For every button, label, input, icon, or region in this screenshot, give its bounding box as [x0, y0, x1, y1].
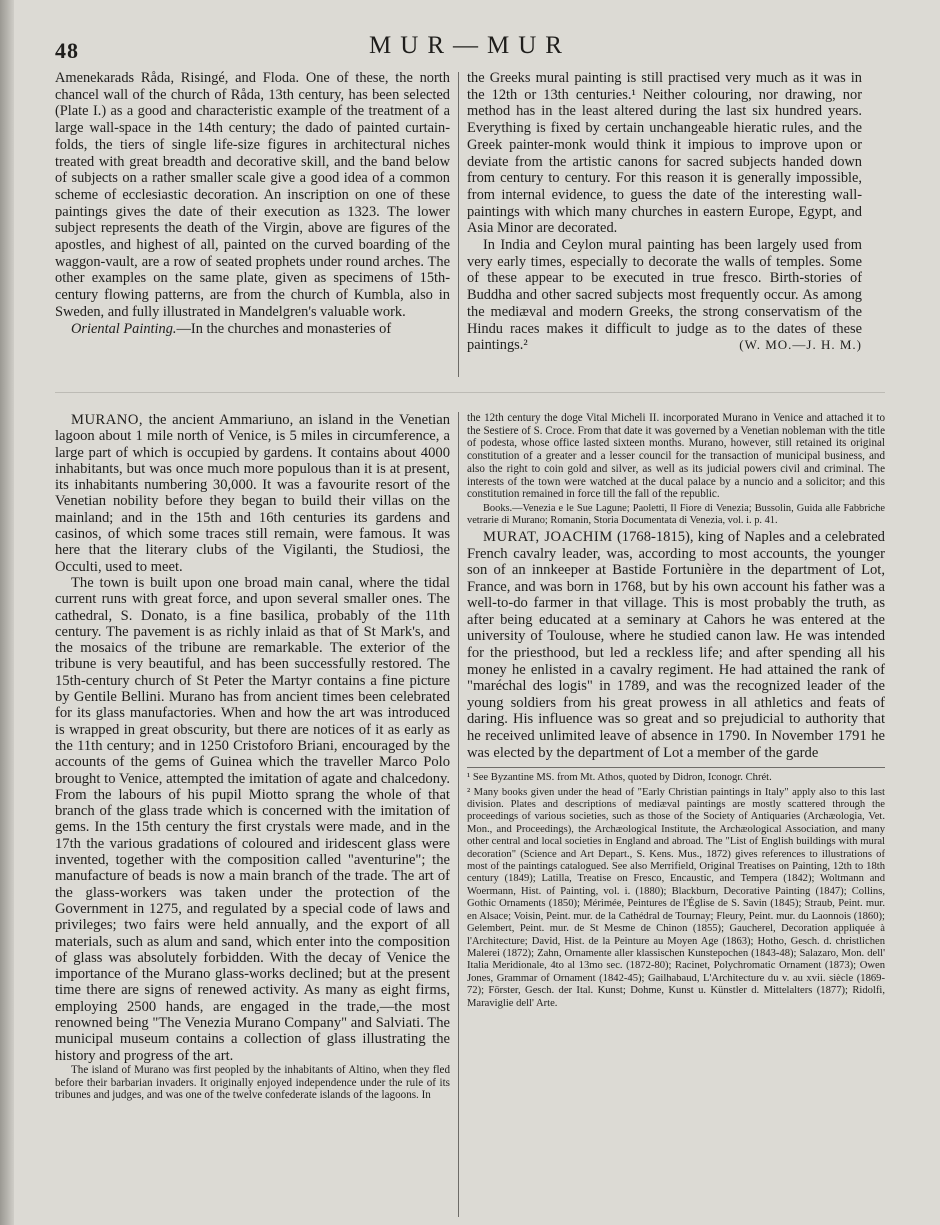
- column-divider-top: [458, 72, 459, 377]
- article-headword-murat: MURAT, JOACHIM: [483, 528, 613, 545]
- bibliography-murano: Books.—Venezia e le Sue Lagune; Paoletti, Il Fiore di Venezia; Bussolin, Guida alle Fabbriche vetrarie di Murano; Romanin, Storia Documentata di Venezia, vol. i. p. 41.: [467, 502, 885, 526]
- paragraph-greek-mural-painting: the Greeks mural painting is still practised very much as it was in the 12th or 13th centuries.¹ Neither colouring, nor drawing, nor method has in the least altered during the last six hundred years. Everything is fixed by certain unchangeable hieratic rules, and the Greek painter-monk would think it impious to improve upon or deviate from the artistic canons for sacred subjects handed down from century to century. For this reason it is generally impossible, from internal evidence, to guess the date of the interesting wall-paintings with which many churches in eastern Europe, Egypt, and Asia Minor are decorated.: [467, 70, 862, 237]
- paragraph-swedish-paintings: Amenekarads Råda, Risingé, and Floda. One of these, the north chancel wall of the church of Råda, 13th century, has been selected (Plate I.) as a good and characteristic example of the treatment of a large wall-space in the 14th century; the dado of painted curtain-folds, the tiers of single life-size figures in architectural niches treated with great breadth and decorative skill, and the band below of subjects on a rather smaller scale give a good idea of a common scheme of ecclesiastic decoration. An inscription on one of these paintings gives the date of their execution as 1323. The lower subject represents the death of the Virgin, above are figures of the apostles, and highest of all, painted on the curved boarding of the waggon-vault, are a row of seated prophets under round arches. The other examples on the same plate, given as specimens of 15th-century flowing patterns, are from the church of Kumbla, also in Sweden, and fully illustrated in Mandelgren's valuable work.: [55, 70, 450, 320]
- paragraph-oriental-painting: [55, 321, 450, 338]
- article-separator: [55, 392, 885, 393]
- paragraph-murano-intro: [55, 412, 450, 575]
- footnote-rule: [467, 767, 885, 768]
- section-heading-oriental-painting: Oriental Painting.: [71, 320, 177, 337]
- author-signature: (W. MO.—J. H. M.): [739, 337, 862, 353]
- column-top-right: [467, 70, 862, 378]
- footnote-2: ² Many books given under the head of "Early Christian paintings in Italy" apply also to this last division. Plates and descriptions of mediæval paintings are mostly scattered through the proceedings of various societies, such as those of the Society of Antiquaries (Archæologia, Vet. Mon., and Proceedings), the Archæological Institute, the Archæological Association, and many other central and local societies in England and abroad. The "List of English buildings with mural decoration" (Science and Art Depart., S. Kens. Mus., 1872) gives references to illustrations of most of the paintings catalogued. See also Merrifield, Original Treatises on Painting, 12th to 18th century (1849); Latilla, Treatise on Fresco, Encaustic, and Tempera (1842); Woltmann and Woermann, Hist. of Painting, vol. i. (1880); Blackburn, Decorative Painting (1847); Collins, Gothic Ornaments (1850); Mérimée, Peintures de l'Église de S. Savin (1845); Straub, Peint. mur. en Alsace; Voisin, Peint. mur. de la Cathédral de Tournay; Fleury, Peint. mur. du Laonnois (1860); Gelembert, Peint. mur. de St Mesme de Chinon (1855); Gaucherel, Decoration appliquée à l'Architecture; David, Hist. de la Peinture au Moyen Age (1863); Hotho, Gesch. d. christlichen Malerei (1872); Zahn, Ornamente aller klassischen Kunstepochen (1843-48); Salazaro, Mon. dell' Italia Meridionale, 4to al 13mo sec. (1872-80); Racinet, Polychromatic Ornament (1873); Owen Jones, Grammar of Ornament (1842-45); Gailhabaud, L'Architecture du v. au xvii. siècle (1869-72); Förster, Gesch. der Ital. Kunst; Dohme, Kunst u. Künstler d. Mittelalters (1877); Ridolfi, Maraviglie dell' Arte.: [467, 786, 885, 1009]
- footnote-1: ¹ See Byzantine MS. from Mt. Athos, quoted by Didron, Iconogr. Chrét.: [467, 772, 772, 784]
- paragraph-india-ceylon: [467, 237, 862, 354]
- paragraph-text: (1768-1815), king of Naples and a celebrated French cavalry leader, was, according to most accounts, the younger son of an innkeeper at Bastide Fortunière in the department of Lot, France, and was born in 1768, but by his own account his father was a well-to-do farmer in that village. This is most probably the truth, as after being educated at a seminary at Cahors he was entered at the university of Toulouse, where he studied canon law. He was intended for the priesthood, but led a reckless life; and after spending all his money he enlisted in a cavalry regiment. He had attained the rank of "maréchal des logis" in 1789, and was the recognized leader of the young soldiers from his great prowess in all athletics and feats of daring. His influence was so great and so prejudicial to authority that he received unlimited leave of absence in 1790. In November 1791 he was elected by the department of Lot a member of the garde: [467, 528, 885, 761]
- page-header: [55, 30, 885, 66]
- paragraph-murano-history-cont: the 12th century the doge Vital Micheli II. incorporated Murano in Venice and attached it to the Sestiere of S. Croce. From that date it was governed by a Venetian nobleman with the title of podesta, whose office lasted sixteen months. Murano, however, still retained its original constitution of a greater and a lesser council for the transaction of municipal business, and also the right to coin gold and silver, as well as its judicial powers civil and criminal. The interests of the town were watched at the ducal palace by a nuncio and a solicitor; and this constitution remained in force till the fall of the republic.: [467, 412, 885, 501]
- paragraph-murano-town: The town is built upon one broad main canal, where the tidal current runs with great force, and upon several smaller ones. The cathedral, S. Donato, is a fine basilica, probably of the 11th century. The pavement is as richly inlaid as that of St Mark's, and the mosaics of the tribune are remarkable. The exterior of the tribune is very beautiful, and has been successfully restored. The 15th-century church of St Peter the Martyr contains a fine picture by Gentile Bellini. Murano has from ancient times been celebrated for its glass manufactories. When and how the art was introduced is wrapped in great obscurity, but there are notices of it as early as the 11th century; and in 1250 Cristoforo Briani, encouraged by the accounts of the gems of Guinea which the traveller Marco Polo brought to Venice, attempted the imitation of agate and chalcedony. From the labours of his pupil Miotto sprang the whole of that branch of the glass trade which is concerned with the imitation of gems. In the 15th century the first crystals were made, and in the 17th the various gradations of coloured and iridescent glass were invented, together with the composition called "aventurine"; the manufacture of beads is now a main branch of the trade. The art of the glass-workers was taken under the protection of the Government in 1275, and regulated by a special code of laws and privileges; two fairs were held annually, and the export of all materials, such as alum and sand, which enter into the composition of glass was absolutely forbidden. With the decay of Venice the importance of the Murano glass-works declined; but at the present time there are signs of renewed activity. As many as eight firms, employing 2500 hands, are engaged in the trade,—the most renowned being "The Venezia Murano Company" and Salviati. The municipal museum contains a collection of glass illustrating the history and progress of the art.: [55, 574, 450, 1064]
- paragraph-murano-history: The island of Murano was first peopled by the inhabitants of Altino, when they fled before their barbarian invaders. It originally enjoyed independence under the rule of its tribunes and judges, and was one of the twelve confederate islands of the lagoons. In: [55, 1063, 450, 1102]
- running-head: MUR—MUR: [369, 32, 571, 59]
- column-top-left: [55, 70, 450, 378]
- paragraph-murat: [467, 529, 885, 761]
- paragraph-text: the ancient Ammariuno, an island in the Venetian lagoon about 1 mile north of Venice, is 5 miles in circumference, a large part of which is occupied by gardens. It contains about 4000 inhabitants, but was once much more populous than it is at present, its inhabitants numbering 30,000. It was a favourite resort of the Venetian nobility before they began to build their villas on the mainland; and in the 15th and 16th centuries its gardens and casinos, of which some traces still remain, were famous. It was here that the literary clubs of the Vigilanti, the Studiosi, the Occulti, used to meet.: [55, 412, 450, 575]
- page-number: 48: [55, 38, 79, 63]
- article-headword-murano: MURANO,: [71, 412, 144, 428]
- column-divider-bottom: [458, 412, 459, 1217]
- paragraph-text: In India and Ceylon mural painting has been largely used from very early times, especially to decorate the walls of temples. Some of these appear to be executed in true fresco. Birth-stories of Buddha and other sacred subjects most frequently occur. As among the mediæval and modern Greeks, the strong conservatism of the Hindu races makes it difficult to judge as to the dates of these paintings.²: [467, 237, 862, 354]
- column-bottom-right: [467, 412, 885, 1220]
- paragraph-text: —In the churches and monasteries of: [176, 320, 392, 337]
- column-bottom-left: [55, 412, 450, 1220]
